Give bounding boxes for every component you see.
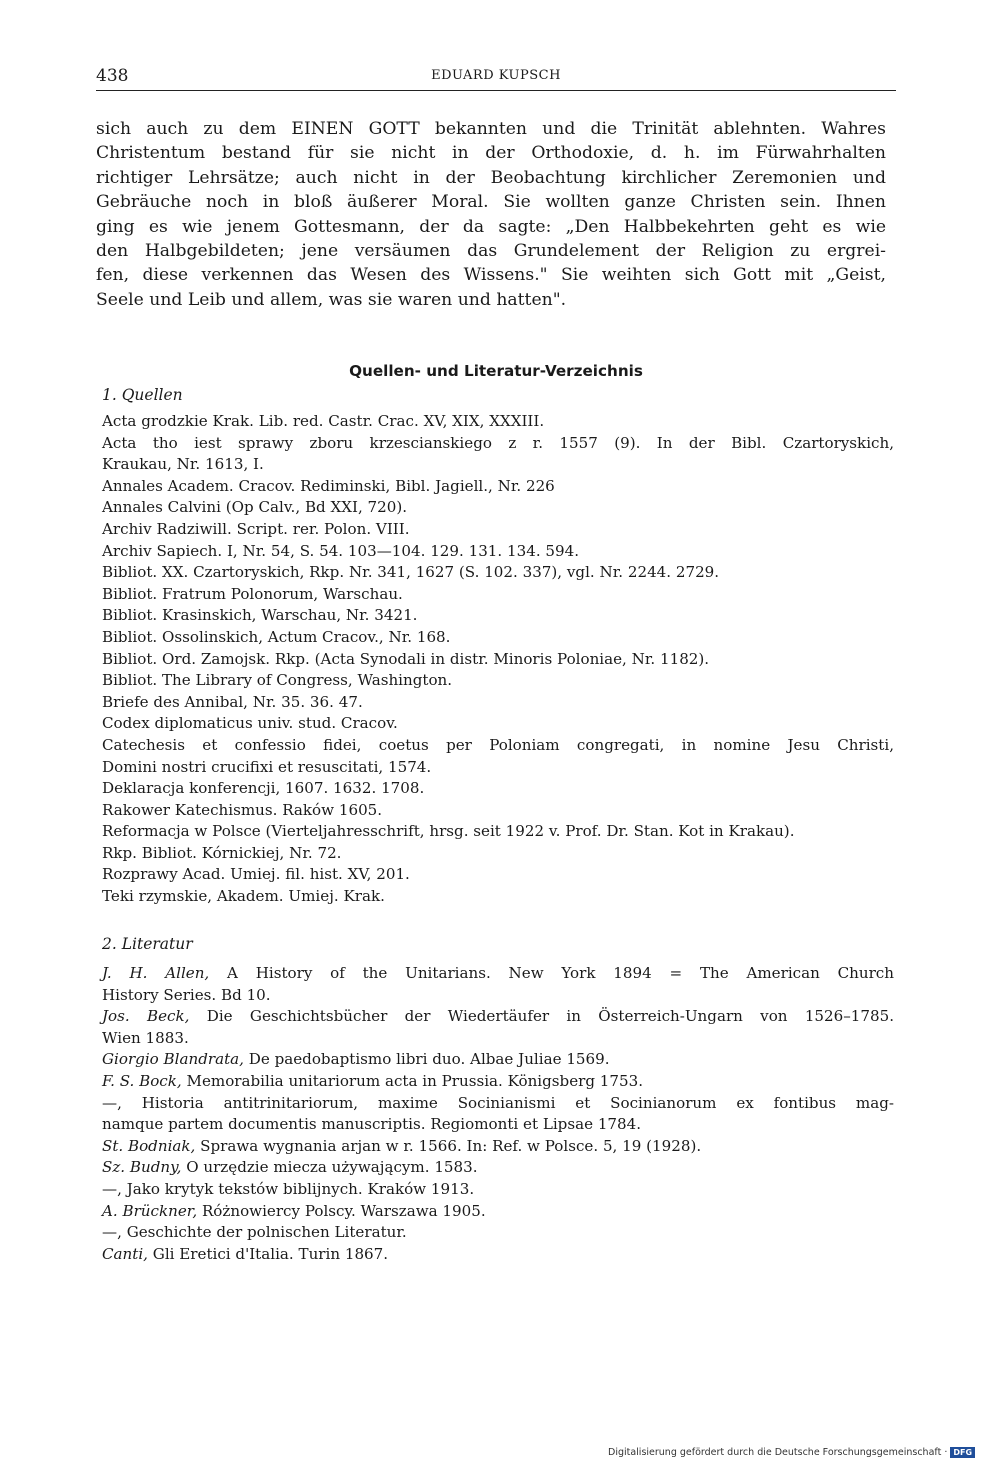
reference-text: Catechesis et confessio fidei, coetus per Poloniam congregati, in nomine Jesu Christi,	[102, 735, 894, 754]
reference-line	[102, 605, 894, 627]
reference-text: Kraukau, Nr. 1613, I.	[102, 455, 264, 474]
reference-text: Bibliot. XX. Czartoryskich, Rkp. Nr. 341, 1627 (S. 102. 337), vgl. Nr. 2244. 2729.	[102, 563, 720, 582]
literatur-list	[102, 963, 894, 1265]
reference-item	[102, 649, 894, 671]
reference-line	[102, 1179, 894, 1201]
reference-line	[102, 433, 894, 455]
reference-text: —, Jako krytyk tekstów biblijnych. Kraków 1913.	[102, 1179, 475, 1198]
reference-text: De paedobaptismo libri duo. Albae Juliae 1569.	[243, 1050, 610, 1069]
quellen-list	[102, 411, 894, 908]
reference-line	[102, 541, 894, 563]
reference-text: Sprawa wygnania arjan w r. 1566. In: Ref. w Polsce. 5, 19 (1928).	[195, 1136, 702, 1155]
reference-line	[102, 1114, 894, 1136]
reference-line	[102, 497, 894, 519]
reference-item	[102, 963, 894, 1006]
reference-text: Bibliot. Ossolinskich, Actum Cracov., Nr. 168.	[102, 627, 451, 646]
reference-author: Jos. Beck,	[102, 1007, 190, 1026]
reference-item	[102, 605, 894, 627]
reference-line	[102, 670, 894, 692]
reference-item	[102, 627, 894, 649]
body-line: Gebräuche noch in bloß äußerer Moral. Sie wollten ganze Christen sein. Ihnen	[96, 192, 886, 213]
body-line: Seele und Leib und allem, was sie waren und hatten".	[96, 289, 567, 310]
reference-author: St. Bodniak,	[102, 1136, 196, 1155]
body-line: richtiger Lehrsätze; auch nicht in der Beobachtung kirchlicher Zeremonien und	[96, 167, 886, 188]
running-head: EDUARD KUPSCH	[431, 68, 561, 83]
reference-item	[102, 497, 894, 519]
reference-item	[102, 541, 894, 563]
body-line: ging es wie jenem Gottesmann, der da sagte: „Den Halbbekehrten geht es wie	[96, 216, 886, 237]
body-paragraph	[96, 117, 886, 312]
reference-text: Acta grodzkie Krak. Lib. red. Castr. Crac. XV, XIX, XXXIII.	[102, 412, 545, 430]
reference-text: Bibliot. Ord. Zamojsk. Rkp. (Acta Synodali in distr. Minoris Poloniae, Nr. 1182).	[102, 649, 710, 668]
dfg-logo: DFG	[950, 1447, 975, 1458]
reference-author: J. H. Allen,	[102, 964, 210, 982]
reference-item	[102, 843, 894, 865]
reference-text: History Series. Bd 10.	[102, 985, 271, 1004]
reference-line	[102, 519, 894, 541]
reference-line	[102, 1244, 894, 1266]
reference-text: Archiv Sapiech. I, Nr. 54, S. 54. 103—104. 129. 131. 134. 594.	[102, 541, 580, 560]
reference-item	[102, 519, 894, 541]
reference-item	[102, 1049, 894, 1071]
reference-item	[102, 1071, 894, 1093]
reference-line	[102, 757, 894, 779]
reference-line	[102, 692, 894, 714]
reference-text: A History of the Unitarians. New York 1894 = The American Church	[209, 964, 894, 982]
body-line: den Halbgebildeten; jene versäumen das Grundelement der Religion zu ergrei-	[96, 241, 886, 262]
reference-item	[102, 1157, 894, 1179]
reference-text: Rakower Katechismus. Raków 1605.	[102, 800, 383, 819]
reference-item	[102, 1006, 894, 1049]
reference-line	[102, 1049, 894, 1071]
reference-line	[102, 1071, 894, 1093]
reference-line	[102, 584, 894, 606]
reference-text: Memorabilia unitariorum acta in Prussia. Königsberg 1753.	[181, 1071, 644, 1090]
reference-text: O urzędzie miecza używającym. 1583.	[181, 1158, 478, 1177]
reference-item	[102, 1244, 894, 1266]
reference-line	[102, 1222, 894, 1244]
page-number: 438	[96, 66, 129, 86]
reference-line	[102, 963, 894, 985]
reference-line	[102, 778, 894, 800]
reference-item	[102, 886, 894, 908]
reference-item	[102, 1179, 894, 1201]
reference-line	[102, 454, 894, 476]
reference-text: Archiv Radziwill. Script. rer. Polon. VIII.	[102, 519, 410, 538]
literatur-heading: 2. Literatur	[102, 935, 193, 953]
reference-line	[102, 864, 894, 886]
reference-line	[102, 886, 894, 908]
reference-text: Teki rzymskie, Akadem. Umiej. Krak.	[102, 887, 385, 906]
reference-item	[102, 1093, 894, 1136]
reference-author: A. Brückner,	[102, 1201, 198, 1220]
reference-text: Annales Academ. Cracov. Rediminski, Bibl. Jagiell., Nr. 226	[102, 476, 555, 495]
reference-text: Bibliot. Krasinskich, Warschau, Nr. 3421.	[102, 606, 418, 625]
footer-text: Digitalisierung gefördert durch die Deutsche Forschungsgemeinschaft ·	[608, 1447, 948, 1458]
reference-text: Bibliot. Fratrum Polonorum, Warschau.	[102, 584, 403, 603]
reference-line	[102, 985, 894, 1007]
reference-item	[102, 713, 894, 735]
page-header	[96, 64, 896, 91]
reference-item	[102, 864, 894, 886]
reference-text: Reformacja w Polsce (Vierteljahresschrift, hrsg. seit 1922 v. Prof. Dr. Stan. Kot in Krakau).	[102, 822, 795, 841]
reference-text: Codex diplomaticus univ. stud. Cracov.	[102, 714, 398, 733]
reference-text: Wien 1883.	[102, 1028, 189, 1047]
reference-text: Rkp. Bibliot. Kórnickiej, Nr. 72.	[102, 843, 342, 862]
reference-item	[102, 562, 894, 584]
section-title: Quellen- und Literatur-Verzeichnis	[349, 362, 643, 380]
reference-text: Bibliot. The Library of Congress, Washington.	[102, 671, 453, 690]
reference-item	[102, 692, 894, 714]
reference-line	[102, 821, 894, 843]
reference-author: Sz. Budny,	[102, 1158, 182, 1177]
reference-line	[102, 1093, 894, 1115]
reference-item	[102, 1222, 894, 1244]
reference-item	[102, 1201, 894, 1223]
reference-line	[102, 1136, 894, 1158]
reference-item	[102, 584, 894, 606]
reference-item	[102, 1136, 894, 1158]
reference-line	[102, 1028, 894, 1050]
reference-item	[102, 735, 894, 778]
reference-line	[102, 1006, 894, 1028]
reference-line	[102, 800, 894, 822]
reference-line	[102, 411, 894, 433]
reference-text: —, Historia antitrinitariorum, maxime Socinianismi et Socinianorum ex fontibus mag-	[102, 1093, 894, 1112]
reference-text: Domini nostri crucifixi et resuscitati, 1574.	[102, 757, 432, 776]
reference-line	[102, 1201, 894, 1223]
reference-line	[102, 627, 894, 649]
body-line: Christentum bestand für sie nicht in der Orthodoxie, d. h. im Fürwahrhalten	[96, 143, 886, 164]
reference-text: Deklaracja konferencji, 1607. 1632. 1708.	[102, 779, 425, 798]
reference-item	[102, 800, 894, 822]
reference-text: Annales Calvini (Op Calv., Bd XXI, 720).	[102, 498, 408, 517]
reference-line	[102, 713, 894, 735]
reference-line	[102, 562, 894, 584]
reference-line	[102, 476, 894, 498]
reference-text: namque partem documentis manuscriptis. Regiomonti et Lipsae 1784.	[102, 1115, 642, 1134]
reference-text: Gli Eretici d'Italia. Turin 1867.	[147, 1244, 389, 1263]
reference-line	[102, 735, 894, 757]
reference-text: —, Geschichte der polnischen Literatur.	[102, 1223, 407, 1242]
body-line: fen, diese verkennen das Wesen des Wissens." Sie weihten sich Gott mit „Geist,	[96, 265, 886, 286]
reference-text: Różnowiercy Polscy. Warszawa 1905.	[197, 1201, 486, 1220]
reference-item	[102, 476, 894, 498]
reference-line	[102, 649, 894, 671]
reference-item	[102, 778, 894, 800]
footer-credit	[608, 1447, 975, 1458]
reference-author: Giorgio Blandrata,	[102, 1050, 244, 1069]
body-line: sich auch zu dem EINEN GOTT bekannten und die Trinität ablehnten. Wahres	[96, 119, 886, 139]
reference-text: Briefe des Annibal, Nr. 35. 36. 47.	[102, 692, 363, 711]
reference-author: F. S. Bock,	[102, 1071, 182, 1090]
reference-item	[102, 411, 894, 433]
reference-item	[102, 821, 894, 843]
reference-line	[102, 1157, 894, 1179]
reference-line	[102, 843, 894, 865]
reference-text: Acta tho iest sprawy zboru krzescianskiego z r. 1557 (9). In der Bibl. Czartoryskich,	[102, 433, 894, 452]
reference-item	[102, 433, 894, 476]
reference-text: Rozprawy Acad. Umiej. fil. hist. XV, 201.	[102, 865, 410, 884]
reference-item	[102, 670, 894, 692]
reference-text: Die Geschichtsbücher der Wiedertäufer in Österreich-Ungarn von 1526–1785.	[189, 1007, 894, 1026]
reference-author: Canti,	[102, 1244, 148, 1263]
quellen-heading: 1. Quellen	[102, 386, 183, 404]
